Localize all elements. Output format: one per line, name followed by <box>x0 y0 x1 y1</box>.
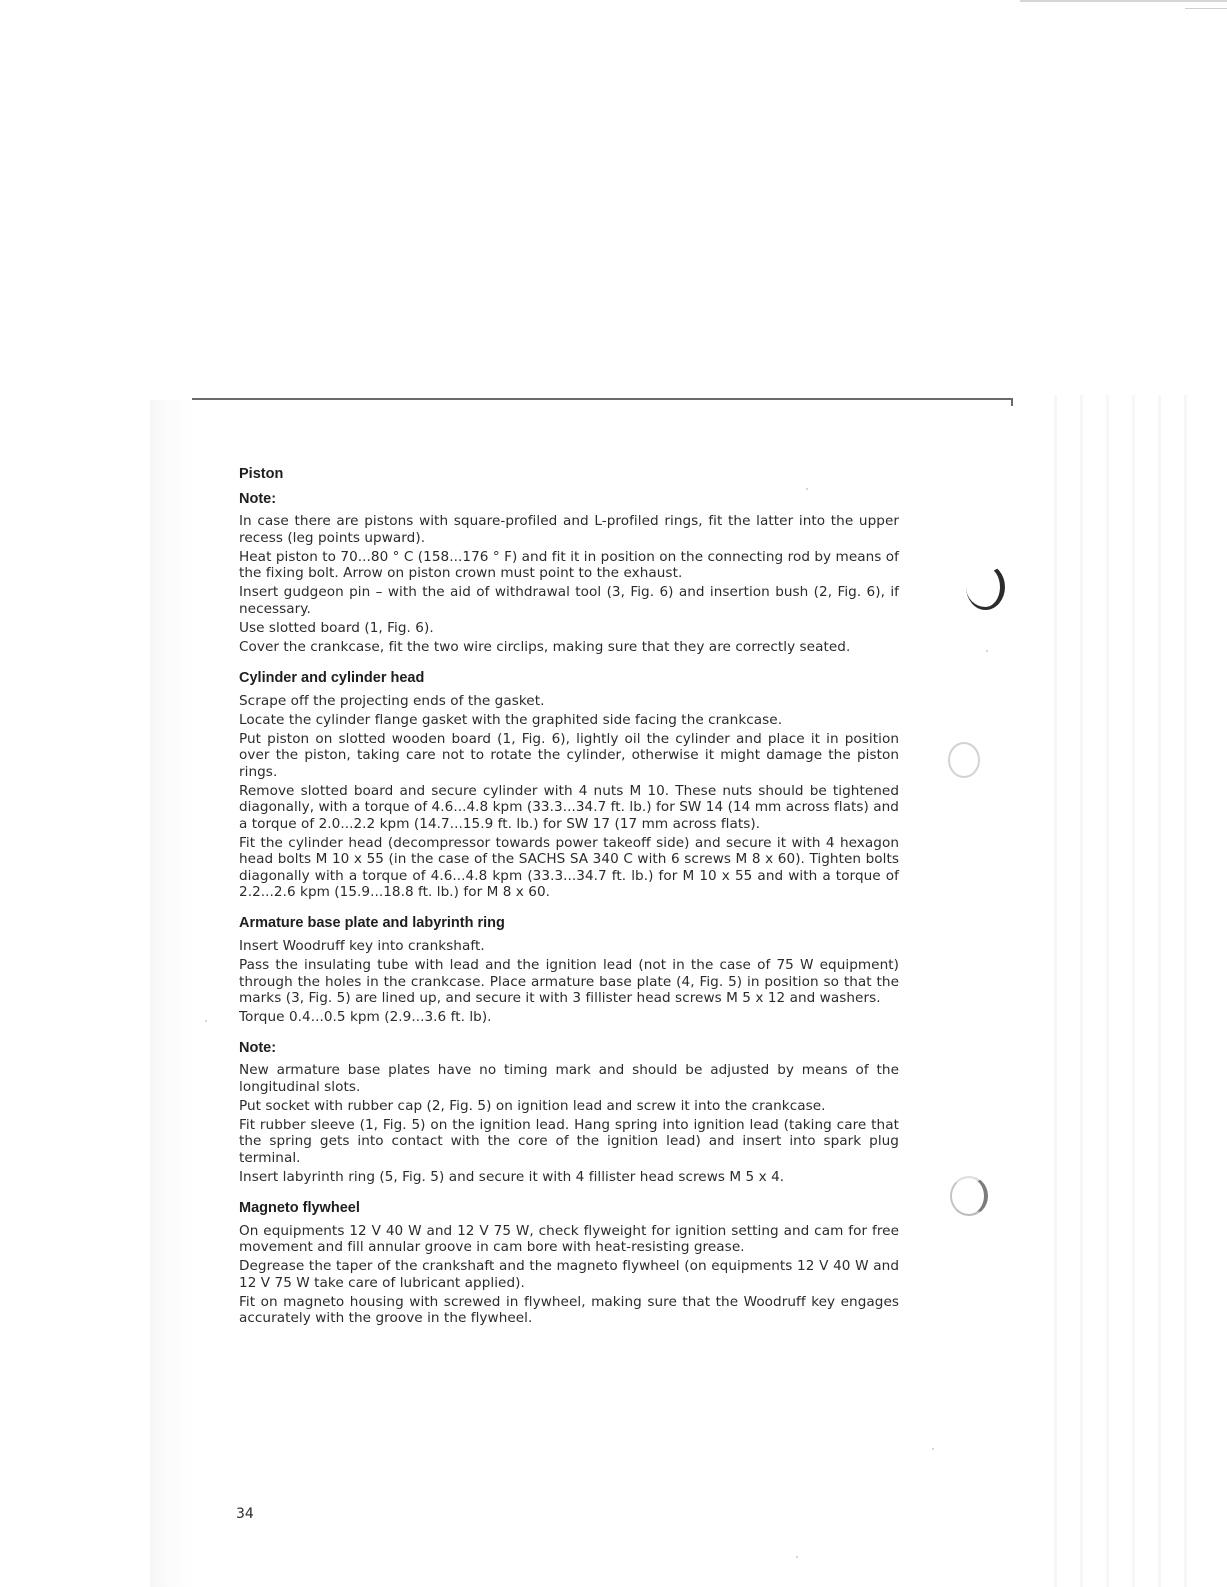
instruction-paragraph: Insert gudgeon pin – with the aid of withdrawal tool (3, Fig. 6) and insertion bush (2, Fig. 6), if necessary. <box>239 584 899 617</box>
page-shadow-left <box>150 400 192 1587</box>
instruction-paragraph: Insert Woodruff key into crankshaft. <box>239 938 485 954</box>
page-top-rule-end <box>1011 398 1013 406</box>
note-spacer <box>239 1028 899 1038</box>
scan-edge-line <box>1185 8 1227 9</box>
section-spacer <box>239 1188 899 1198</box>
scan-speck <box>205 1020 207 1022</box>
instruction-paragraph: Fit on magneto housing with screwed in flywheel, making sure that the Woodruff key engages accurately with the groove in the flywheel. <box>239 1293 899 1326</box>
instruction-paragraph: Remove slotted board and secure cylinder with 4 nuts M 10. These nuts should be tightened diagonally, with a torque of 4.6...4.8 kpm (33.3...34.7 ft. lb.) for SW 14 (14 mm across flats) and a torque of 2.0...2.2 kpm (14.7...15.9 ft. lb.) for SW 17 (17 mm across flats). <box>239 782 899 832</box>
instruction-paragraph: Fit rubber sleeve (1, Fig. 5) on the ignition lead. Hang spring into ignition lead (taking care that the spring gets into contact with the core of the ignition lead) and insert into spark plug terminal. <box>239 1116 899 1166</box>
document-body <box>239 464 899 1329</box>
instruction-paragraph: Use slotted board (1, Fig. 6). <box>239 619 434 636</box>
section <box>239 1198 899 1327</box>
binder-hole-icon <box>950 1176 988 1216</box>
section-heading: Cylinder and cylinder head <box>239 669 425 686</box>
instruction-paragraph: Cover the crankcase, fit the two wire circlips, making sure that they are correctly seated. <box>239 638 851 655</box>
instruction-paragraph: Torque 0.4...0.5 kpm (2.9...3.6 ft. lb). <box>239 1009 492 1025</box>
note-label: Note: <box>239 491 277 507</box>
binder-hole-icon <box>948 742 980 778</box>
instruction-paragraph: Put piston on slotted wooden board (1, Fig. 6), lightly oil the cylinder and place it in position over the piston, taking care not to rotate the cylinder, otherwise it might damage the piston rings. <box>239 730 899 780</box>
scan-edge-line <box>1020 0 1227 2</box>
section-heading: Armature base plate and labyrinth ring <box>239 915 505 931</box>
section-heading: Piston <box>239 466 284 482</box>
page-top-rule <box>192 398 1012 400</box>
instruction-paragraph: Fit the cylinder head (decompressor towards power takeoff side) and secure it with 4 hexagon head bolts M 10 x 55 (in the case of the SACHS SA 340 C with 6 screws M 8 x 60). Tighten bolts diagonally with a torque of 4.6...4.8 kpm (33.3...34.7 ft. lb.) for M 10 x 55 and with a torque of 2.2...2.6 kpm (15.9...18.8 ft. lb.) for M 8 x 60. <box>239 834 899 900</box>
section-spacer <box>239 903 899 913</box>
section-spacer <box>239 658 899 668</box>
instruction-paragraph: Insert labyrinth ring (5, Fig. 5) and secure it with 4 fillister head screws M 5 x 4. <box>239 1168 785 1185</box>
page-shadow-right <box>1040 395 1200 1587</box>
instruction-paragraph: Put socket with rubber cap (2, Fig. 5) on ignition lead and screw it into the crankcase. <box>239 1097 826 1114</box>
section <box>239 464 899 655</box>
page-number: 34 <box>236 1506 254 1522</box>
instruction-paragraph: On equipments 12 V 40 W and 12 V 75 W, check flyweight for ignition setting and cam for free movement and fill annular groove in cam bore with heat-resisting grease. <box>239 1222 899 1255</box>
section <box>239 668 899 901</box>
instruction-paragraph: Pass the insulating tube with lead and the ignition lead (not in the case of 75 W equipment) through the holes in the crankcase. Place armature base plate (4, Fig. 5) in position so that the marks (3, Fig. 5) are lined up, and secure it with 3 fillister head screws M 5 x 12 and washers. <box>239 957 899 1006</box>
section <box>239 913 899 1185</box>
instruction-paragraph: Heat piston to 70...80 ° C (158...176 ° F) and fit it in position on the connecting rod by means of the fixing bolt. Arrow on piston crown must point to the exhaust. <box>239 548 899 581</box>
instruction-paragraph: New armature base plates have no timing mark and should be adjusted by means of the longitudinal slots. <box>239 1062 899 1095</box>
note-label: Note: <box>239 1040 277 1056</box>
instruction-paragraph: In case there are pistons with square-profiled and L-profiled rings, fit the latter into the upper recess (leg points upward). <box>239 513 899 546</box>
instruction-paragraph: Locate the cylinder flange gasket with the graphited side facing the crankcase. <box>239 711 783 728</box>
binder-hole-icon <box>966 564 1005 610</box>
section-heading: Magneto flywheel <box>239 1199 360 1216</box>
instruction-paragraph: Scrape off the projecting ends of the gasket. <box>239 692 545 709</box>
scan-speck <box>986 650 988 652</box>
scan-speck <box>932 1448 934 1450</box>
instruction-paragraph: Degrease the taper of the crankshaft and the magneto flywheel (on equipments 12 V 40 W and 12 V 75 W take care of lubricant applied). <box>239 1258 899 1291</box>
scan-speck <box>796 1556 798 1558</box>
